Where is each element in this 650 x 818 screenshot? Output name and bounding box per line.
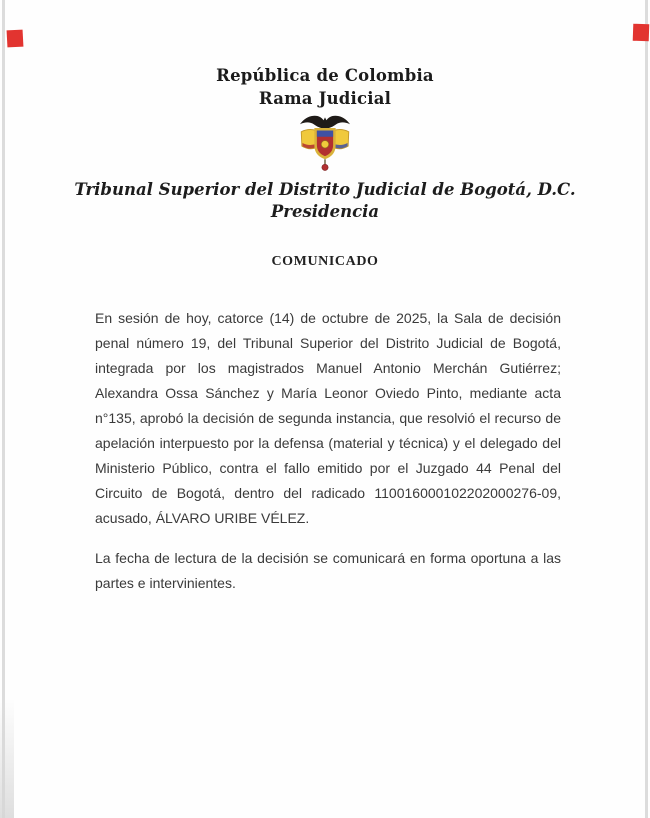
red-corner-top-left (7, 30, 24, 48)
document-header (0, 0, 650, 223)
body-paragraph-2: La fecha de lectura de la decisión se comunicará en forma oportuna a las partes e intervinientes. (95, 550, 561, 591)
photo-edge-left (2, 0, 5, 818)
body-paragraph-1: En sesión de hoy, catorce (14) de octubre de 2025, la Sala de decisión penal número 19, del Tribunal Superior del Distrito Judicial de Bogotá, integrada por los magistrados Manuel Antonio Merchán Gutiérrez; Alexandra Ossa Sánchez y María Leonor Oviedo Pinto, mediante acta n°135, aprobó la decisión de segunda instancia, que resolvió el recurso de apelación interpuesto por la defensa (material y técnica) y el delegado del Ministerio Público, contra el fallo emitido por el Juzgado 44 Penal del Circuito de Bogotá, dentro del radicado 110016000102202000276-09, acusado, ÁLVARO URIBE VÉLEZ. (95, 310, 561, 526)
colombia-coat-of-arms-icon (293, 113, 357, 173)
header-judicial-branch-line: Rama Judicial (258, 89, 392, 108)
institution-office-line: Presidencia (270, 202, 380, 221)
header-republic-line: República de Colombia (216, 66, 434, 85)
photo-edge-bottom-left (0, 698, 14, 818)
institution-name-line: Tribunal Superior del Distrito Judicial de Bogotá, D.C. (74, 180, 576, 199)
photo-edge-right (645, 0, 648, 818)
red-corner-top-right (633, 24, 650, 42)
document-title: COMUNICADO (271, 254, 379, 269)
document-body (95, 306, 561, 596)
